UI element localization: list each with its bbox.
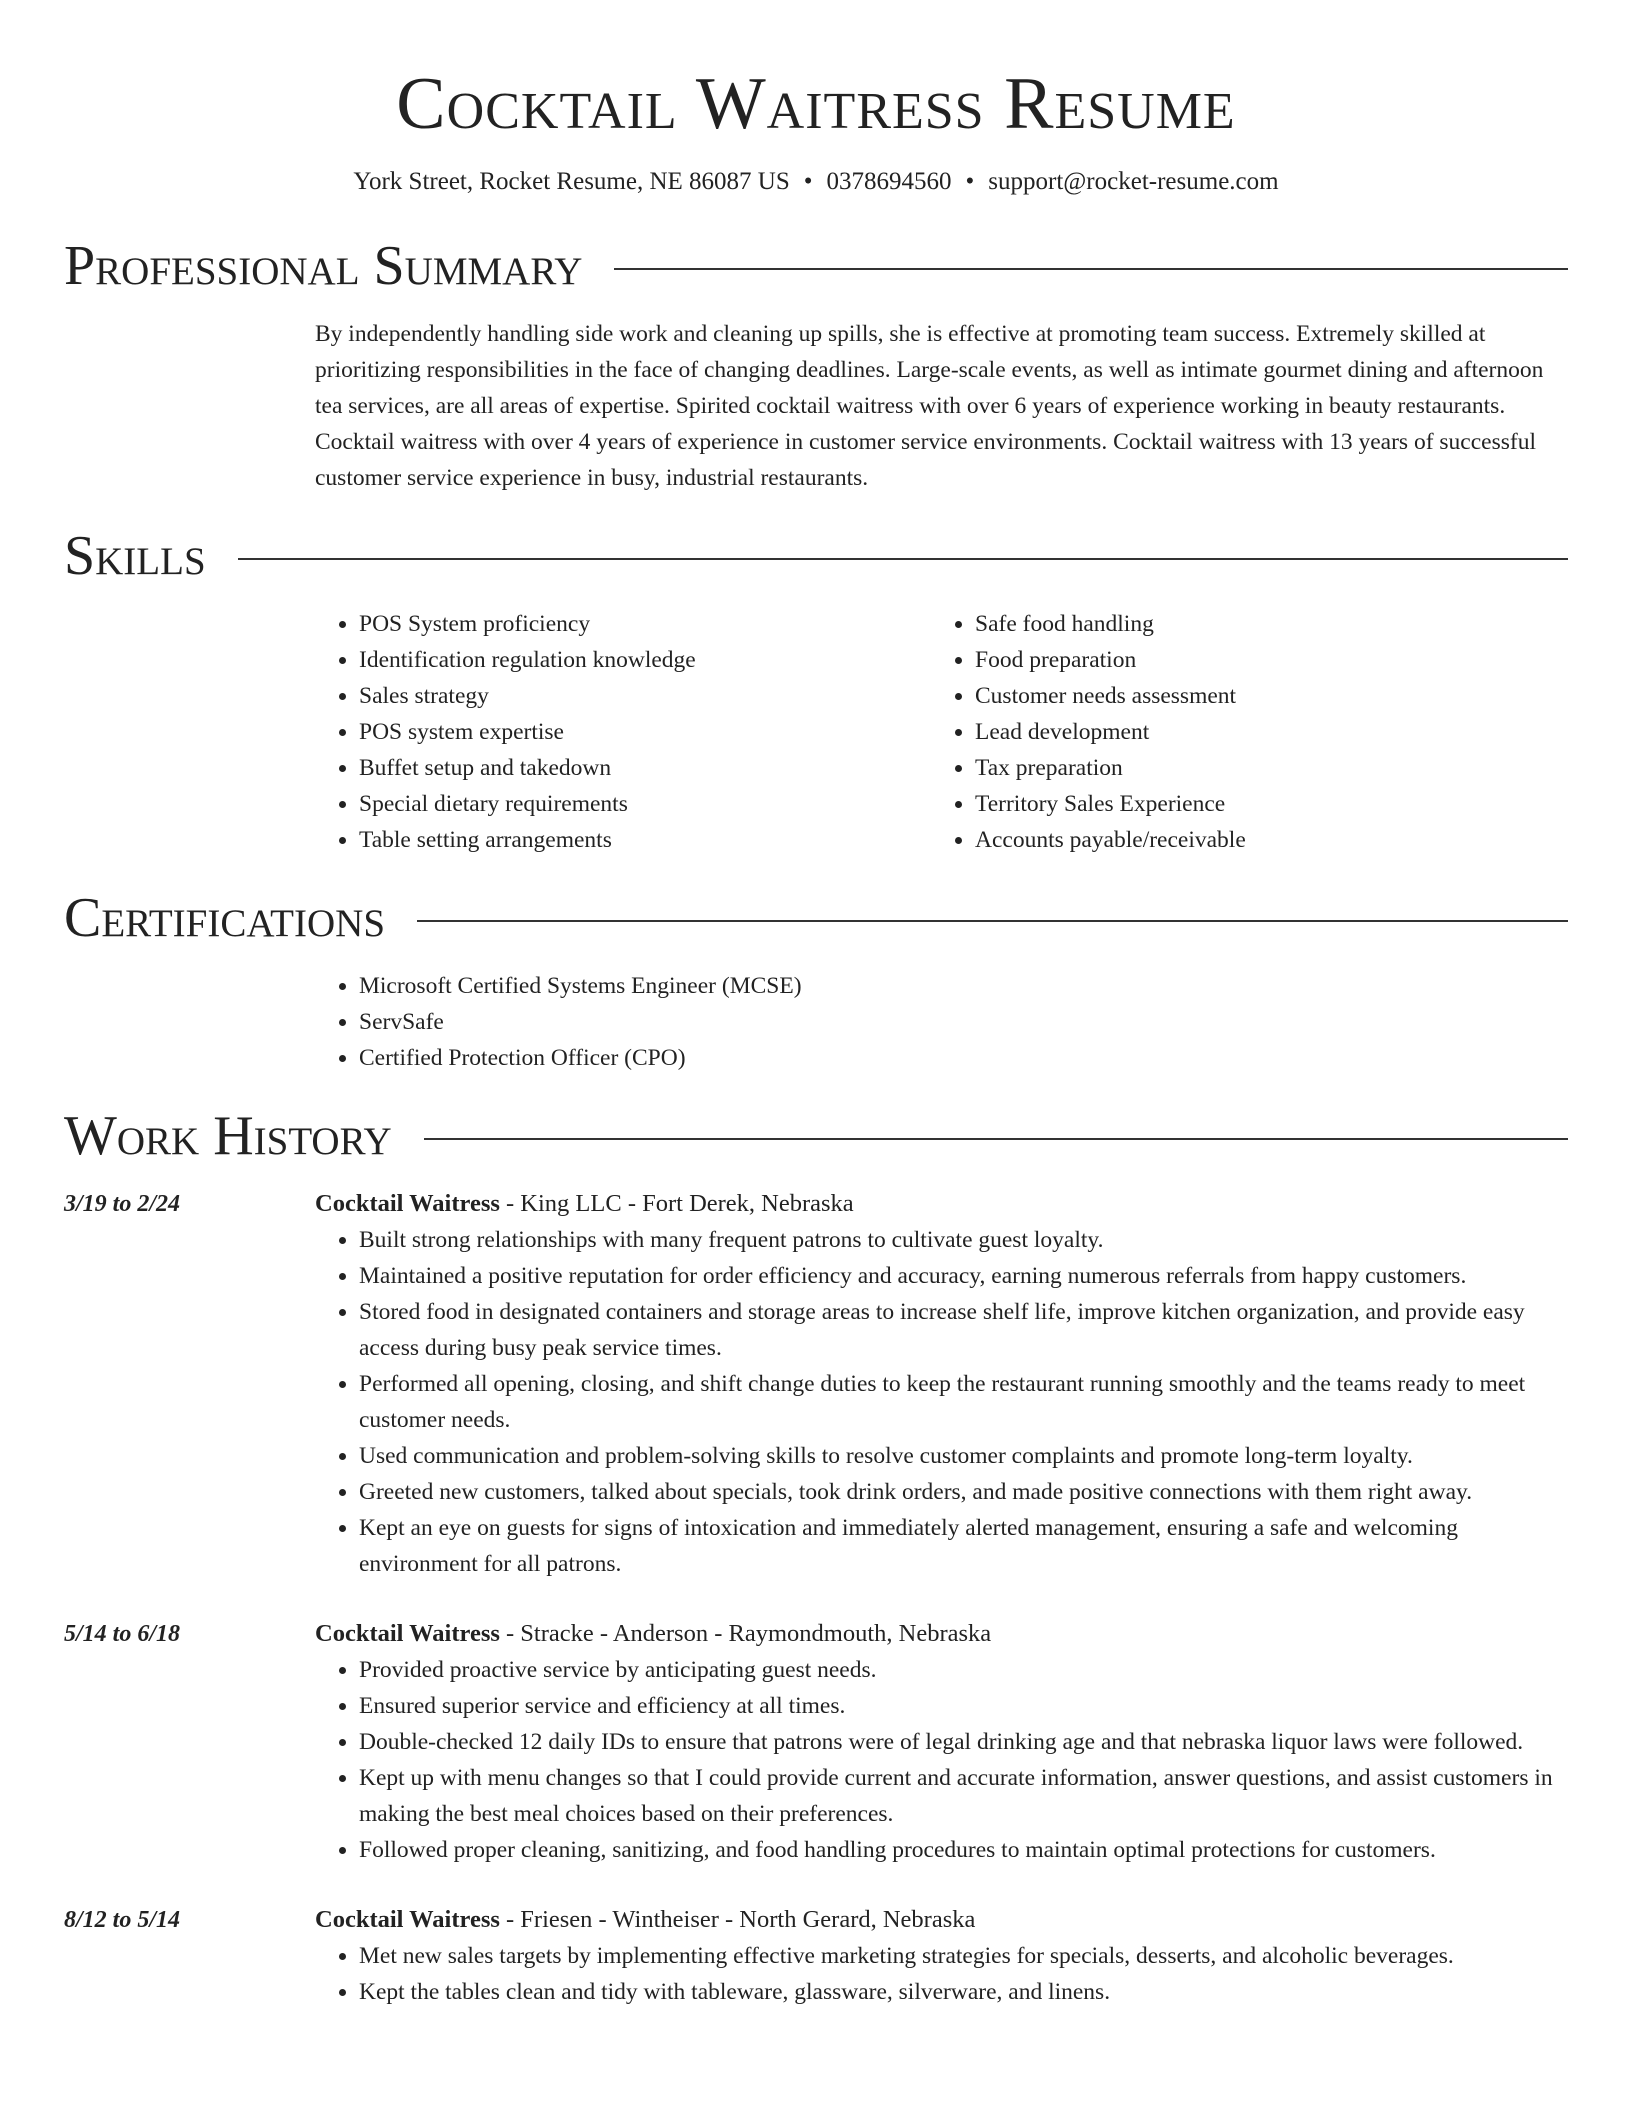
job-bullet: • Built strong relationships with many frequent patrons to cultivate guest loyalty. <box>359 1222 1568 1258</box>
contact-phone: 0378694560 <box>826 168 952 195</box>
skill-item: • Special dietary requirements <box>359 786 931 822</box>
job-details <box>315 1186 1568 1582</box>
section-divider <box>238 558 1568 560</box>
contact-email: support@rocket-resume.com <box>988 168 1279 195</box>
skills-list <box>315 606 1568 858</box>
job-employer: - Friesen - Wintheiser - North Gerard, Nebraska <box>499 1906 976 1933</box>
job-dates: 5/14 to 6/18 <box>64 1621 181 1647</box>
skill-item: • Food preparation <box>975 642 1547 678</box>
job-header <box>315 1616 1568 1652</box>
skill-item: • Accounts payable/receivable <box>975 822 1547 858</box>
skills-section-heading <box>64 524 1568 588</box>
section-divider <box>417 920 1568 922</box>
job-entry <box>64 1616 1568 1868</box>
skill-item: • Lead development <box>975 714 1547 750</box>
certification-item: • Certified Protection Officer (CPO) <box>359 1040 1568 1076</box>
job-dates: 3/19 to 2/24 <box>64 1191 181 1217</box>
skill-item: • Buffet setup and takedown <box>359 750 931 786</box>
job-bullet: • Ensured superior service and efficiency at all times. <box>359 1688 1568 1724</box>
summary-heading: Professional Summary <box>64 235 583 297</box>
summary-body <box>315 316 1568 496</box>
certification-item: • ServSafe <box>359 1004 1568 1040</box>
job-bullet: • Used communication and problem-solving skills to resolve customer complaints and promote long-term loyalty. <box>359 1438 1568 1474</box>
skill-item: • Customer needs assessment <box>975 678 1547 714</box>
skill-item: • Identification regulation knowledge <box>359 642 931 678</box>
resume-title: Cocktail Waitress Resume <box>396 63 1236 145</box>
section-divider <box>424 1138 1568 1140</box>
certification-item: • Microsoft Certified Systems Engineer (MCSE) <box>359 968 1568 1004</box>
job-bullet: • Maintained a positive reputation for order efficiency and accuracy, earning numerous referrals from happy customers. <box>359 1258 1568 1294</box>
job-bullet: • Double-checked 12 daily IDs to ensure that patrons were of legal drinking age and that nebraska liquor laws were followed. <box>359 1724 1568 1760</box>
skill-item: • Safe food handling <box>975 606 1547 642</box>
job-title: Cocktail Waitress <box>315 1620 500 1647</box>
job-details <box>315 1902 1568 2010</box>
job-bullet-list <box>315 1938 1568 2010</box>
job-employer: - Stracke - Anderson - Raymondmouth, Nebraska <box>499 1620 992 1647</box>
job-bullet: • Stored food in designated containers and storage areas to increase shelf life, improve kitchen organization, and provide easy access during busy peak service times. <box>359 1294 1568 1366</box>
contact-separator: • <box>965 168 975 195</box>
job-entry <box>64 1186 1568 1582</box>
job-bullet: • Provided proactive service by anticipating guest needs. <box>359 1652 1568 1688</box>
job-bullet: • Kept up with menu changes so that I could provide current and accurate information, answer questions, and assist customers in making the best meal choices based on their preferences. <box>359 1760 1568 1832</box>
job-bullet-list <box>315 1222 1568 1582</box>
job-bullet: • Performed all opening, closing, and shift change duties to keep the restaurant running smoothly and the teams ready to meet customer needs. <box>359 1366 1568 1438</box>
job-bullet: • Kept the tables clean and tidy with tableware, glassware, silverware, and linens. <box>359 1974 1568 2010</box>
certifications-section-heading <box>64 886 1568 950</box>
skills-heading: Skills <box>64 525 206 587</box>
skill-item: • Table setting arrangements <box>359 822 931 858</box>
section-divider <box>614 268 1568 270</box>
job-dates: 8/12 to 5/14 <box>64 1907 181 1933</box>
resume-page <box>64 0 1568 2010</box>
summary-text: By independently handling side work and cleaning up spills, she is effective at promoting team success. Extremely skilled at prioritizing responsibilities in the face of changing deadlines. Large-scale events, as well as intimate gourmet dining and afternoon tea services, are all areas of expertise. Spirited cocktail waitress with over 6 years of experience working in beauty restaurants. Cocktail waitress with over 4 years of experience in customer service environments. Cocktail waitress with 13 years of successful customer service experience in busy, industrial restaurants. <box>315 321 1544 491</box>
job-employer: - King LLC - Fort Derek, Nebraska <box>499 1190 854 1217</box>
job-header <box>315 1902 1568 1938</box>
certifications-heading: Certifications <box>64 887 386 949</box>
certifications-list <box>315 968 1568 1076</box>
job-bullet: • Followed proper cleaning, sanitizing, and food handling procedures to maintain optimal protections for customers. <box>359 1832 1568 1868</box>
job-header <box>315 1186 1568 1222</box>
contact-line <box>64 166 1568 198</box>
summary-section-heading <box>64 234 1568 298</box>
job-bullet: • Kept an eye on guests for signs of intoxication and immediately alerted management, ensuring a safe and welcoming environment for all patrons. <box>359 1510 1568 1582</box>
job-entry <box>64 1902 1568 2010</box>
skill-item: • Tax preparation <box>975 750 1547 786</box>
skills-column-left <box>315 606 931 858</box>
job-details <box>315 1616 1568 1868</box>
skill-item: • Territory Sales Experience <box>975 786 1547 822</box>
job-title: Cocktail Waitress <box>315 1906 500 1933</box>
job-bullet: • Met new sales targets by implementing effective marketing strategies for specials, desserts, and alcoholic beverages. <box>359 1938 1568 1974</box>
work-section-heading <box>64 1104 1568 1168</box>
job-bullet: • Greeted new customers, talked about specials, took drink orders, and made positive connections with them right away. <box>359 1474 1568 1510</box>
contact-separator: • <box>803 168 813 195</box>
contact-address: York Street, Rocket Resume, NE 86087 US <box>353 168 790 195</box>
skill-item: • POS System proficiency <box>359 606 931 642</box>
skill-item: • POS system expertise <box>359 714 931 750</box>
skill-item: • Sales strategy <box>359 678 931 714</box>
job-title: Cocktail Waitress <box>315 1190 500 1217</box>
job-bullet-list <box>315 1652 1568 1868</box>
skills-column-right <box>931 606 1547 858</box>
work-heading: Work History <box>64 1105 392 1167</box>
